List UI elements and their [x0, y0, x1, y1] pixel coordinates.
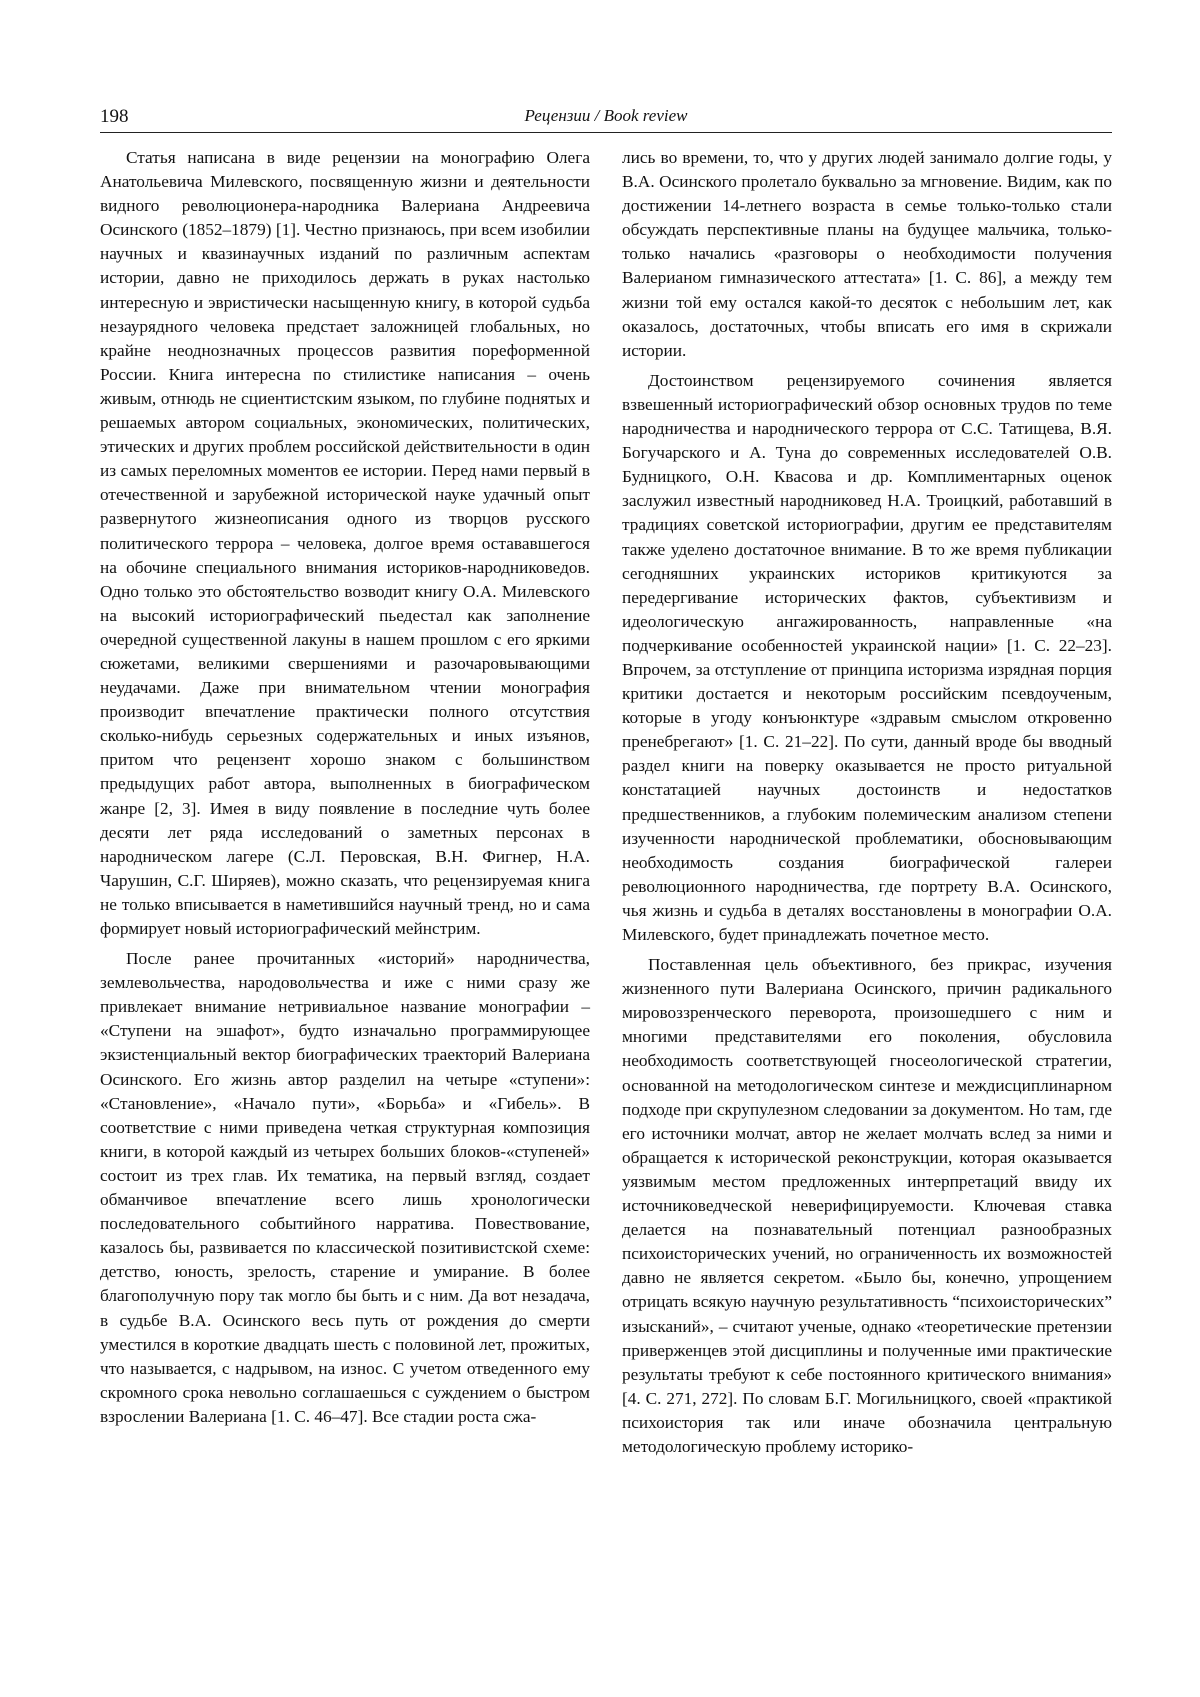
- paragraph: Поставленная цель объективного, без прикрас, изучения жизненного пути Валериана Осинского, причин радикального мировоззренческого переворота, произошедшего с ним и многими представителями его поколения, обусловила необходимость соответствующей гносеологической стратегии, основанной на методологическом синтезе и междисциплинарном подходе при скрупулезном следовании за документом. Но там, где его источники молчат, автор не желает молчать вслед за ними и обращается к исторической реконструкции, которая оказывается уязвимым местом предложенных интерпретаций ввиду их источниковедческой неверифицируемости. Ключевая ставка делается на познавательный потенциал разнообразных психоисторических учений, но ограниченность их возможностей давно не является секретом. «Было бы, конечно, упрощением отрицать всякую научную результативность “психоисторических” изысканий», – считают ученые, однако «теоретические претензии приверженцев этой дисциплины и полученные ими практические результаты требуют к себе постоянного критического внимания» [4. С. 271, 272]. По словам Б.Г. Могильницкого, своей «практикой психоистория так или иначе обозначила центральную методологическую проблему историко-: [622, 955, 1112, 1456]
- paragraph-continuation: лись во времени, то, что у других людей занимало долгие годы, у В.А. Осинского пролетало буквально за мгновение. Видим, как по достижении 14-летнего возраста в семье только-только стали обсуждать перспективные планы на будущее мальчика, только-только начались «разговоры о необходимости получения Валерианом гимназического аттестата» [1. С. 86], а между тем жизни той ему остался какой-то десяток с небольшим лет, как оказалось, достаточных, чтобы вписать его имя в скрижали истории.: [622, 148, 1112, 360]
- running-title: Рецензии / Book review: [524, 106, 688, 125]
- paragraph: Статья написана в виде рецензии на монографию Олега Анатольевича Милевского, посвященную жизни и деятельности видного революционера-народника Валериана Андреевича Осинского (1852–1879) [1]. Честно признаюсь, при всем изобилии научных и квазинаучных изданий по различным аспектам истории, давно не приходилось держать в руках настолько интересную и эвристически насыщенную книгу, в которой судьба незаурядного человека предстает заложницей глобальных, но крайне неоднозначных процессов развития пореформенной России. Книга интересна по стилистике написания – очень живым, отнюдь не сциентистским языком, по глубине поднятых и решаемых автором социальных, экономических, политических, этических и других проблем российской действительности в один из самых переломных моментов ее истории. Перед нами первый в отечественной и зарубежной исторической науке удачный опыт развернутого жизнеописания одного из творцов русского политического террора – человека, долгое время остававшегося на обочине специального внимания историков-народниковедов. Одно только это обстоятельство возводит книгу О.А. Милевского на высокий историографический пьедестал как заполнение очередной существенной лакуны в нашем прошлом с его яркими сюжетами, великими свершениями и разочаровывающими неудачами. Даже при внимательном чтении монография производит впечатление практически полного отсутствия сколько-нибудь серьезных содержательных и иных изъянов, притом что рецензент хорошо знаком с большинством предыдущих работ автора, выполненных в биографическом жанре [2, 3]. Имея в виду появление в последние чуть более десяти лет ряда исследований о заметных персонах в народническом лагере (С.Л. Перовская, В.Н. Фигнер, Н.А. Чарушин, С.Г. Ширяев), можно сказать, что рецензируемая книга не только вписывается в наметившийся научный тренд, но и сама формирует новый историографический мейнстрим.: [100, 148, 590, 938]
- article-body: [100, 146, 1112, 1586]
- page-number: 198: [100, 106, 129, 127]
- paragraph: После ранее прочитанных «историй» народничества, землевольчества, народовольчества и иже с ними сразу же привлекает внимание нетривиальное название монографии – «Ступени на эшафот», будто изначально программирующее экзистенциальный вектор биографических траекторий Валериана Осинского. Его жизнь автор разделил на четыре «ступени»: «Становление», «Начало пути», «Борьба» и «Гибель». В соответствие с ними приведена четкая структурная композиция книги, в которой каждый из четырех больших блоков-«ступеней» состоит из трех глав. Их тематика, на первый взгляд, создает обманчивое впечатление всего лишь хронологически последовательного событийного нарратива. Повествование, казалось бы, развивается по классической позитивистской схеме: детство, юность, зрелость, старение и умирание. В более благополучную пору так могло бы быть и с ним. Да вот незадача, в судьбе В.А. Осинского весь путь от рождения до смерти уместился в короткие двадцать шесть с половиной лет, прожитых, что называется, с надрывом, на износ. С учетом отведенного ему скромного срока невольно соглашаешься с суждением о быстром взрослении Валериана [1. С. 46–47]. Все стадии роста сжа-: [100, 949, 590, 1426]
- paragraph: Достоинством рецензируемого сочинения является взвешенный историографический обзор основных трудов по теме народничества и народнического террора от С.С. Татищева, В.Я. Богучарского и А. Туна до современных исследователей О.В. Будницкого, О.Н. Квасова и др. Комплиментарных оценок заслужил известный народниковед Н.А. Троицкий, работавший в традициях советской историографии, другим ее представителям также уделено достаточное внимание. В то же время публикации сегодняшних украинских историков критикуются за передергивание исторических фактов, субъективизм и идеологическую ангажированность, направленные «на подчеркивание особенностей украинской нации» [1. С. 22–23]. Впрочем, за отступление от принципа историзма изрядная порция критики достается и некоторым российским псевдоученым, которые в угоду конъюнктуре «здравым смыслом откровенно пренебрегают» [1. С. 21–22]. По сути, данный вроде бы вводный раздел книги на поверку оказывается не просто ритуальной констатацией научных достоинств и недостатков предшественников, а глубоким полемическим анализом степени изученности народнической проблематики, обосновывающим необходимость создания биографической галереи революционного народничества, где портрету В.А. Осинского, чья жизнь и судьба в деталях восстановлены в монографии О.А. Милевского, будет принадлежать почетное место.: [622, 370, 1112, 944]
- page-header: [100, 104, 1112, 133]
- left-column: [100, 146, 590, 1586]
- right-column: [622, 146, 1112, 1586]
